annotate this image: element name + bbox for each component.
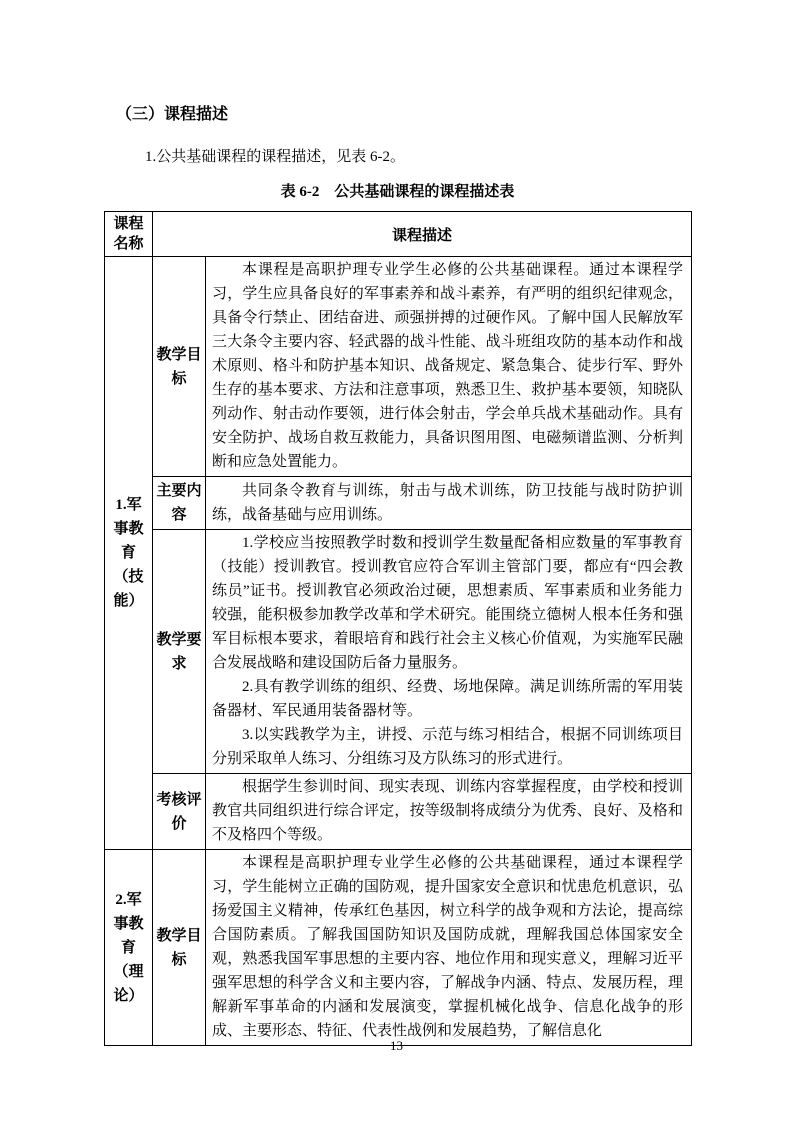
table-row [105,257,692,477]
content-paragraph: 共同条令教育与训练，射击与战术训练，防卫技能与战时防护训练，战备基础与应用训练。 [212,482,684,523]
content-cell-assessment-evaluation [206,774,692,850]
row-label-teaching-objectives: 教学目标 [153,257,206,477]
content-cell-teaching-requirements [206,530,692,774]
row-label-teaching-requirements: 教学要求 [153,530,206,774]
page-number: 13 [390,1038,403,1053]
course-description-table [104,211,692,1046]
table-row [105,530,692,774]
content-paragraph: 3.以实践教学为主，讲授、示范与练习相结合，根据不同训练项目分别采取单人练习、分组练习及方队练习的形式进行。 [212,727,684,767]
table-caption: 表 6-2 公共基础课程的课程描述表 [280,184,515,200]
course-name-cell-military-theory: 2.军事教育（理论） [105,850,153,1046]
table-header-row [105,212,692,257]
content-cell-teaching-objectives-2 [206,850,692,1046]
row-label-assessment-evaluation: 考核评价 [153,774,206,850]
content-paragraph: 2.具有教学训练的组织、经费、场地保障。满足训练所需的军用装备器材、军民通用装备器材等。 [212,679,684,719]
course-name-cell-military-skills: 1.军事教育（技能） [105,257,153,850]
table-row [105,477,692,530]
content-paragraph: 根据学生参训时间、现实表现、训练内容掌握程度，由学校和授训教官共同组织进行综合评定，按等级制将成绩分为优秀、良好、及格和不及格四个等级。 [212,779,684,843]
table-row [105,850,692,1046]
table-row [105,774,692,850]
header-cell-course-name: 课程名称 [105,212,153,257]
content-paragraph: 本课程是高职护理专业学生必修的公共基础课程。通过本课程学习，学生应具备良好的军事素养和战斗素养，有严明的组织纪律观念，具备令行禁止、团结奋进、顽强拼搏的过硬作风。了解中国人民解放军三大条令主要内容、轻武器的战斗性能、战斗班组攻防的基本动作和战术原则、格斗和防护基本知识、战备规定、紧急集合、徒步行军、野外生存的基本要求、方法和注意事项，熟悉卫生、救护基本要领，知晓队列动作、射击动作要领，进行体会射击，学会单兵战术基础动作。具有安全防护、战场自救互救能力，具备识图用图、电磁频谱监测、分析判断和应急处置能力。 [212,262,684,470]
content-paragraph: 本课程是高职护理专业学生必修的公共基础课程，通过本课程学习，学生能树立正确的国防观，提升国家安全意识和忧患危机意识，弘扬爱国主义精神，传承红色基因，树立科学的战争观和方法论，提高综合国防素质。了解我国国防知识及国防成就，理解我国总体国家安全观，熟悉我国军事思想的主要内容、地位作用和现实意义，理解习近平强军思想的科学含义和主要内容，了解战争内涵、特点、发展历程，理解新军事革命的内涵和发展演变，掌握机械化战争、信息化战争的形成、主要形态、特征、代表性战例和发展趋势，了解信息化 [212,855,684,1039]
intro-text: 1.公共基础课程的课程描述，见表 6-2。 [145,149,405,165]
section-heading: （三）课程描述 [116,106,229,123]
row-label-teaching-objectives-2: 教学目标 [153,850,206,1046]
header-cell-course-description: 课程描述 [153,212,692,257]
row-label-main-content: 主要内容 [153,477,206,530]
content-paragraph: 1.学校应当按照教学时数和授训学生数量配备相应数量的军事教育（技能）授训教官。授训教官应符合军训主管部门要，都应有“四会教练员”证书。授训教官必须政治过硬，思想素质、军事素质和业务能力较强，能积极参加教学改革和学术研究。能围绕立德树人根本任务和强军目标根本要求，着眼培育和践行社会主义核心价值观，为实施军民融合发展战略和建设国防后备力量服务。 [212,535,684,671]
content-cell-main-content [206,477,692,530]
content-cell-teaching-objectives [206,257,692,477]
